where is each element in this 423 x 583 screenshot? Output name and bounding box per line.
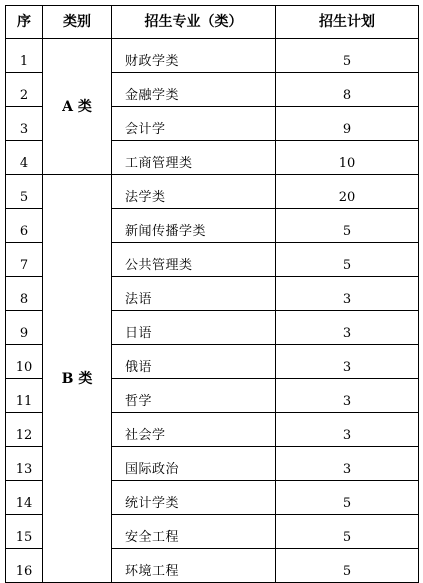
row-plan: 5	[276, 209, 419, 243]
row-plan: 5	[276, 39, 419, 73]
row-seq: 1	[6, 39, 43, 73]
row-major: 法学类	[112, 175, 276, 209]
header-major: 招生专业（类）	[112, 6, 276, 39]
row-major: 金融学类	[112, 73, 276, 107]
row-major: 日语	[112, 311, 276, 345]
row-plan: 8	[276, 73, 419, 107]
row-major: 会计学	[112, 107, 276, 141]
category-a-cell: A 类	[43, 39, 112, 175]
table-header	[6, 6, 419, 39]
row-seq: 4	[6, 141, 43, 175]
row-major: 国际政治	[112, 447, 276, 481]
row-seq: 3	[6, 107, 43, 141]
row-major: 法语	[112, 277, 276, 311]
row-seq: 10	[6, 345, 43, 379]
row-plan: 3	[276, 277, 419, 311]
enrollment-plan-table	[5, 5, 419, 583]
row-plan: 5	[276, 549, 419, 583]
row-seq: 6	[6, 209, 43, 243]
row-major: 环境工程	[112, 549, 276, 583]
table-row	[6, 175, 419, 209]
category-b-cell: B 类	[43, 175, 112, 583]
row-plan: 5	[276, 515, 419, 549]
row-major: 公共管理类	[112, 243, 276, 277]
header-plan: 招生计划	[276, 6, 419, 39]
row-plan: 3	[276, 345, 419, 379]
row-seq: 15	[6, 515, 43, 549]
row-major: 俄语	[112, 345, 276, 379]
row-major: 统计学类	[112, 481, 276, 515]
row-plan: 20	[276, 175, 419, 209]
header-category: 类别	[43, 6, 112, 39]
table-body	[6, 39, 419, 583]
row-plan: 10	[276, 141, 419, 175]
row-seq: 5	[6, 175, 43, 209]
row-seq: 14	[6, 481, 43, 515]
row-seq: 13	[6, 447, 43, 481]
row-seq: 9	[6, 311, 43, 345]
header-row	[6, 6, 419, 39]
table-row	[6, 39, 419, 73]
row-plan: 5	[276, 481, 419, 515]
row-seq: 12	[6, 413, 43, 447]
row-plan: 3	[276, 413, 419, 447]
row-seq: 7	[6, 243, 43, 277]
row-seq: 16	[6, 549, 43, 583]
row-plan: 9	[276, 107, 419, 141]
row-major: 工商管理类	[112, 141, 276, 175]
row-plan: 3	[276, 311, 419, 345]
row-major: 财政学类	[112, 39, 276, 73]
row-seq: 11	[6, 379, 43, 413]
row-plan: 5	[276, 243, 419, 277]
header-seq: 序	[6, 6, 43, 39]
row-major: 新闻传播学类	[112, 209, 276, 243]
row-plan: 3	[276, 379, 419, 413]
row-seq: 2	[6, 73, 43, 107]
row-major: 安全工程	[112, 515, 276, 549]
row-seq: 8	[6, 277, 43, 311]
row-major: 社会学	[112, 413, 276, 447]
row-major: 哲学	[112, 379, 276, 413]
row-plan: 3	[276, 447, 419, 481]
